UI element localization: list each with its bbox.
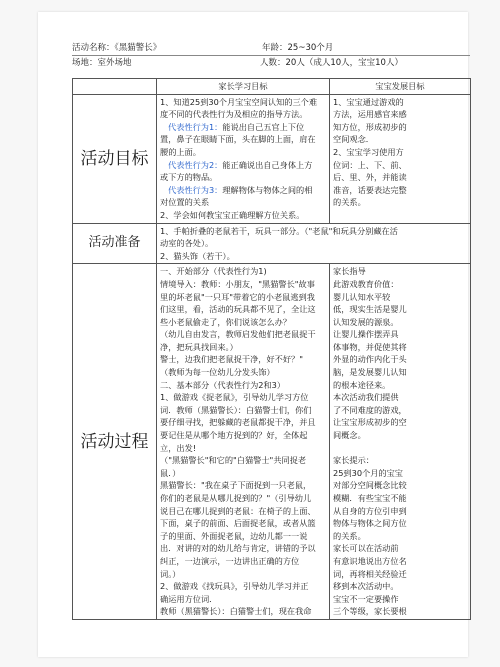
text-line: 准音，话要表达完整 [333, 184, 407, 195]
text-line: 家长提示： [333, 455, 374, 466]
text-line: 词．教师（黑猫警长）：白猫警士们，你们 [160, 404, 312, 415]
text-line: 空间观念． [333, 134, 374, 145]
text-line: 移到本次活动中。 [333, 581, 399, 592]
text-line: 模糊．有些宝宝不能 [333, 493, 407, 503]
col-header-baby: 宝宝发展目标 [330, 79, 471, 95]
text-line: 宝宝不一定要操作 [333, 593, 399, 604]
text-line: 们这里，看，活动的玩具都不见了，全让这 [160, 304, 316, 315]
header-rule-1 [72, 55, 470, 56]
text-line: 情境导入：教师：小朋友，"黑猫警长"故事 [160, 278, 315, 289]
baby-process-cell [330, 264, 471, 620]
text-line: （教师为每一位幼儿分发头饰） [160, 367, 275, 378]
text-line: 鼠．） [160, 467, 181, 478]
behavior-1 [160, 121, 326, 134]
text-line: 对部分空间概念比较 [333, 480, 407, 491]
text-line: 的关系。 [333, 197, 366, 208]
text-line: 外显的动作内化于头 [333, 354, 407, 365]
text-line: 此游戏教育价值： [333, 278, 399, 289]
behavior-3-label: 代表性行为3： [168, 184, 223, 195]
text-line [333, 442, 467, 455]
text-line: 脑，是发展婴儿认知 [333, 367, 407, 378]
text-line: 1、知道25到30个月宝宝空间认知的三个难 [160, 96, 318, 107]
behavior-2-label: 代表性行为2： [168, 159, 223, 170]
text-line: 下面，桌子的前面、后面捉老鼠，或者从篮 [160, 518, 316, 529]
text-line: 2、学会如何教宝宝正确理解方位关系。 [160, 209, 305, 220]
parent-goals-cell [157, 94, 330, 223]
text-line: 从自身的方位引申到 [333, 505, 407, 516]
text-line: 词，再将相关经验迁 [333, 568, 407, 579]
text-line: 的根本途径来。 [333, 379, 391, 390]
text-line: 教师（黑猫警长）：白猫警士们，现在我命 [160, 606, 312, 617]
text-line: 本次活动我们提供 [333, 392, 399, 403]
text-line: 词。） [160, 568, 181, 579]
text-line: 位词：上、下、前、 [333, 159, 407, 170]
behavior-1-text: 能说出自己五官上下位 [222, 121, 305, 132]
behavior-1-label: 代表性行为1： [168, 121, 223, 132]
text-line: 净，把玩具找回来。） [160, 341, 238, 352]
text-line: 三个等级，家长要根 [333, 606, 407, 617]
baby-goals-cell [330, 94, 471, 223]
process-row [73, 264, 471, 620]
text-line: 二、基本部分（代表性行为2和3） [160, 379, 286, 390]
text-line: 体事物，并促使其将 [333, 341, 407, 352]
text-line: 或下方的物品。 [160, 172, 218, 183]
prep-cell [157, 223, 471, 264]
text-line: 纠正，一边演示，一边讲出正确的方位 [160, 555, 300, 566]
goals-row [73, 94, 471, 223]
age-range: 年龄：25~30个月 [262, 43, 334, 53]
parent-process-cell [157, 264, 330, 620]
text-line: 要仔细寻找，把躲藏的老鼠都捉干净，并且 [160, 417, 316, 428]
text-line: 方法，运用感官来感 [333, 109, 407, 120]
corner-cell [73, 79, 157, 95]
text-line: 1、手帕折叠的老鼠若干，玩具一部分。（"老鼠"和玩具分别藏在活 [160, 225, 398, 236]
text-line: 里的坏老鼠"一只耳"带着它的小老鼠逃到我 [160, 291, 315, 302]
text-line: 2、宝宝学习使用方 [333, 146, 404, 157]
text-line: 物体与物体之间方位 [333, 518, 407, 529]
text-line: 对位置的关系 [160, 197, 210, 208]
text-line: 的关系。 [333, 530, 366, 541]
text-line: 1、宝宝通过游戏的 [333, 96, 404, 107]
text-line: 黑猫警长："我在桌子下面捉到一只老鼠， [160, 480, 312, 491]
text-line: 婴儿认知水平较 [333, 291, 391, 302]
text-line: 说目己在哪儿捉到的老鼠：在椅子的上面、 [160, 505, 316, 516]
row-title-goals: 活动目标 [73, 94, 157, 223]
text-line: 度不同的代表性行为及相应的指导方法。 [160, 109, 308, 120]
text-line: 警士，边我们把老鼠捉干净，好不好？" [160, 354, 303, 365]
text-line: 些小老鼠偷走了，你们说该怎么办？ [160, 316, 292, 327]
row-title-process: 活动过程 [73, 264, 157, 620]
text-line: 了不同难度的游戏， [333, 404, 407, 415]
text-line: 低，现实生活是婴儿 [333, 304, 407, 315]
text-line: 要记住是从哪个地方捉到的？好，全体起 [160, 430, 308, 441]
behavior-3 [160, 184, 326, 197]
text-line: 让婴儿操作摆弄具 [333, 329, 399, 340]
text-line: 1、做游戏《捉老鼠》，引导幼儿学习方位 [160, 392, 309, 403]
text-line: 间概念。 [333, 430, 366, 441]
text-line: 25到30个月的宝宝 [333, 467, 403, 478]
table-header-row [73, 79, 471, 95]
text-line: 动室的各处）。 [160, 238, 214, 249]
activity-plan-table [72, 78, 471, 620]
headcount: 人数：20人（成人10人，宝宝10人） [260, 58, 403, 68]
text-line: 子的里面、外面捉老鼠，边幼儿都一一说 [160, 530, 308, 541]
text-line: 知方位，形成初步的 [333, 121, 407, 132]
behavior-2 [160, 159, 326, 172]
row-title-prep: 活动准备 [73, 223, 157, 264]
text-line: 一、开始部分（代表性行为1) [160, 266, 267, 277]
text-line: 立，出发! [160, 442, 197, 453]
text-line: 置，鼻子在眼睛下面，头在脚的上面，肩在 [160, 134, 316, 145]
text-line: 2、做游戏《找玩具》，引导幼儿学习并正 [160, 581, 309, 592]
text-line: 后、里、外，并能读 [333, 172, 407, 183]
prep-row [73, 223, 471, 264]
text-line: 家长指导 [333, 266, 366, 277]
venue: 场地：室外场地 [72, 58, 132, 68]
text-line: （幼儿自由发言，教师启发他们把老鼠捉干 [160, 329, 316, 340]
activity-name: 活动名称：《黑猫警长》 [72, 43, 162, 53]
behavior-3-text: 理解物体与物体之间的相 [222, 184, 313, 195]
text-line: 2、猫头饰（若干）。 [160, 250, 235, 261]
behavior-2-text: 能正确说出自己身体上方 [222, 159, 313, 170]
text-line: 腰的上面。 [160, 146, 201, 157]
text-line: 家长可以在活动前 [333, 543, 399, 554]
text-line: （"黑猫警长"和它的"白猫警士"共同捉老 [160, 455, 307, 466]
text-line: 有意识地说出方位名 [333, 555, 407, 566]
text-line: 你们的老鼠是从哪儿捉到的？"（引导幼儿 [160, 493, 312, 503]
col-header-parent: 家长学习目标 [157, 79, 330, 95]
text-line: 让宝宝形成初步的空 [333, 417, 407, 428]
text-line: 认知发展的源泉。 [333, 316, 399, 327]
text-line: 出．对讲的对的幼儿给与肯定，讲错的予以 [160, 543, 316, 554]
text-line: 确运用方位词． [160, 593, 218, 604]
